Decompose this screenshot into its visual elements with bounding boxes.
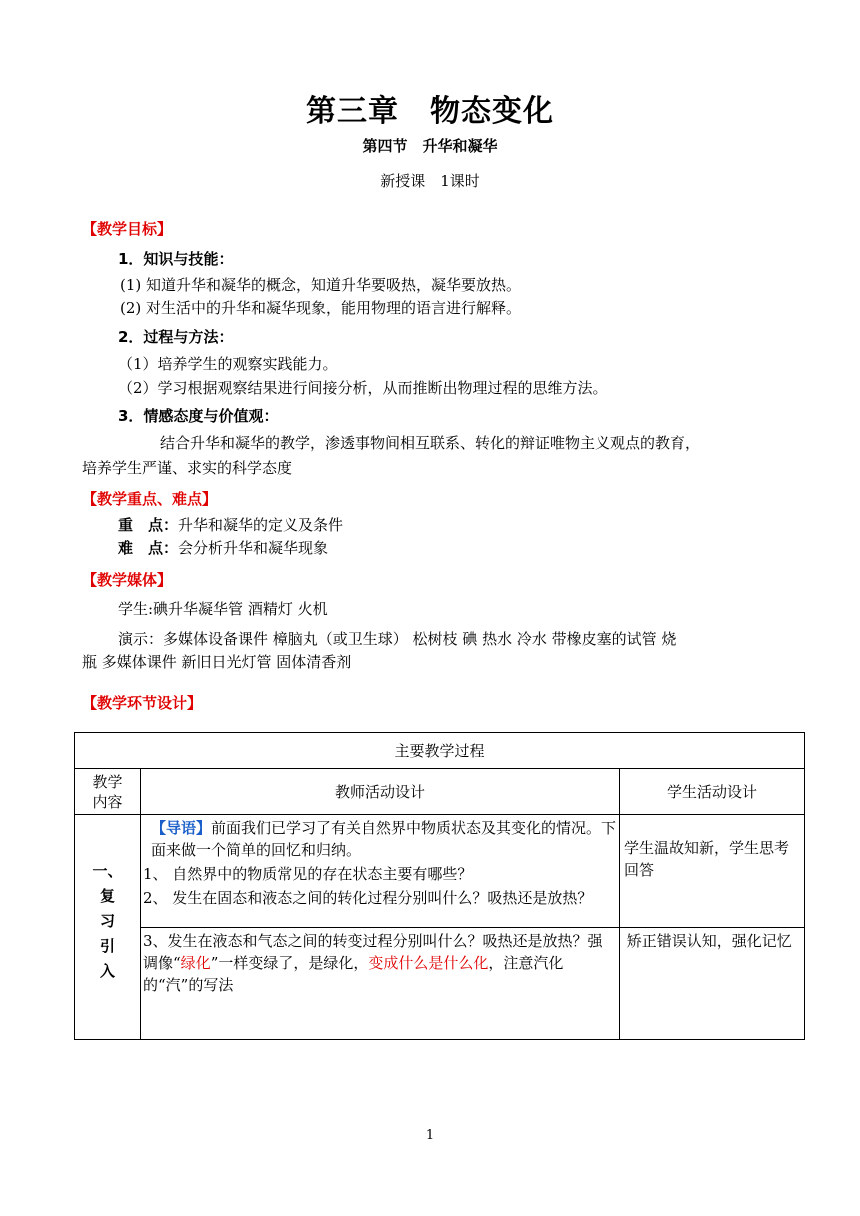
table-header-row <box>75 769 805 815</box>
intro-body: 前面我们已学习了有关自然界中物质状态及其变化的情况。下面来做一个简单的回忆和归纳。 <box>151 819 617 859</box>
highlight-rule: 变成什么是什么化 <box>368 954 489 972</box>
student-activity-2: 矫正错误认知，强化记忆 <box>622 932 792 950</box>
table-caption-row <box>75 733 805 769</box>
objectives-heading: 【教学目标】 <box>82 220 173 238</box>
section-title: 第四节 升华和凝华 <box>362 137 498 155</box>
table-row <box>75 815 805 928</box>
header-content <box>75 769 141 815</box>
difficult-point-text: 会分析升华和凝华现象 <box>178 539 329 557</box>
media-demo-1: 演示：多媒体设备课件 樟脑丸（或卫生球） 松树枝 碘 热水 冷水 带橡皮塞的试管 烧 <box>118 630 677 648</box>
media-student: 学生:碘升华凝华管 酒精灯 火机 <box>118 600 328 618</box>
intro-text <box>141 815 619 861</box>
row-label-5: 入 <box>99 962 115 980</box>
design-heading: 【教学环节设计】 <box>82 694 203 712</box>
lesson-info: 新授课 1课时 <box>380 172 480 190</box>
key-point-text: 升华和凝华的定义及条件 <box>178 516 344 534</box>
media-demo-2: 瓶 多媒体课件 新旧日光灯管 固体清香剂 <box>82 653 352 671</box>
emotion-text-2: 培养学生严谨、求实的科学态度 <box>82 459 293 477</box>
row-label-2: 复 <box>99 887 115 905</box>
media-heading: 【教学媒体】 <box>82 571 173 589</box>
page-number: 1 <box>425 1128 435 1143</box>
table-row <box>75 928 805 1040</box>
question-3 <box>141 928 619 996</box>
difficult-point-label: 难 点： <box>118 539 179 557</box>
emotion-text-1: 结合升华和凝华的教学，渗透事物间相互联系、转化的辩证唯物主义观点的教育， <box>160 434 701 452</box>
question-3-part-a: 3、发生在液态和气态之间的转变过程分别叫什么？吸热还是放热？强调像“ <box>143 932 603 972</box>
knowledge-title: 1．知识与技能： <box>118 250 234 268</box>
row-label-1: 一、 <box>92 862 123 880</box>
row-label <box>75 815 141 1040</box>
student-cell-1 <box>620 815 805 928</box>
emotion-title: 3．情感态度与价值观： <box>118 407 279 425</box>
teacher-cell-2 <box>141 928 620 1040</box>
question-1: 1、 自然界中的物质常见的存在状态主要有哪些？ <box>143 865 473 883</box>
row-label-4: 引 <box>99 937 115 955</box>
table-caption: 主要教学过程 <box>75 733 805 769</box>
knowledge-item-1: (1) 知道升华和凝华的概念，知道升华要吸热，凝华要放热。 <box>120 276 522 294</box>
highlight-lvhua: 绿化 <box>180 954 211 972</box>
header-student: 学生活动设计 <box>620 769 805 815</box>
student-activity-1: 学生温故知新，学生思考回答 <box>624 839 790 879</box>
student-cell-2 <box>620 928 805 1040</box>
page-title: 第三章 物态变化 <box>306 94 554 129</box>
row-label-3: 习 <box>99 912 115 930</box>
difficult-point-line <box>118 537 328 558</box>
header-content-line1: 教学 <box>92 772 123 791</box>
key-point-line <box>118 514 343 535</box>
teacher-cell-1 <box>141 815 620 928</box>
header-content-line2: 内容 <box>92 792 123 811</box>
process-title: 2．过程与方法： <box>118 328 234 346</box>
key-point-label: 重 点： <box>118 516 179 534</box>
question-2: 2、 发生在固态和液态之间的转化过程分别叫什么？吸热还是放热？ <box>143 889 593 907</box>
process-item-1: （1）培养学生的观察实践能力。 <box>118 355 338 373</box>
teaching-process-table <box>74 732 805 1040</box>
question-3-part-c: ，注意汽化的“汽”的写法 <box>143 954 564 994</box>
intro-tag: 【导语】 <box>151 819 212 837</box>
keypoints-heading: 【教学重点、难点】 <box>82 490 218 508</box>
process-item-2: （2）学习根据观察结果进行间接分析，从而推断出物理过程的思维方法。 <box>118 379 608 397</box>
header-teacher: 教师活动设计 <box>141 769 620 815</box>
question-3-part-b: ”一样变绿了，是绿化， <box>210 954 369 972</box>
knowledge-item-2: (2) 对生活中的升华和凝华现象，能用物理的语言进行解释。 <box>120 299 522 317</box>
